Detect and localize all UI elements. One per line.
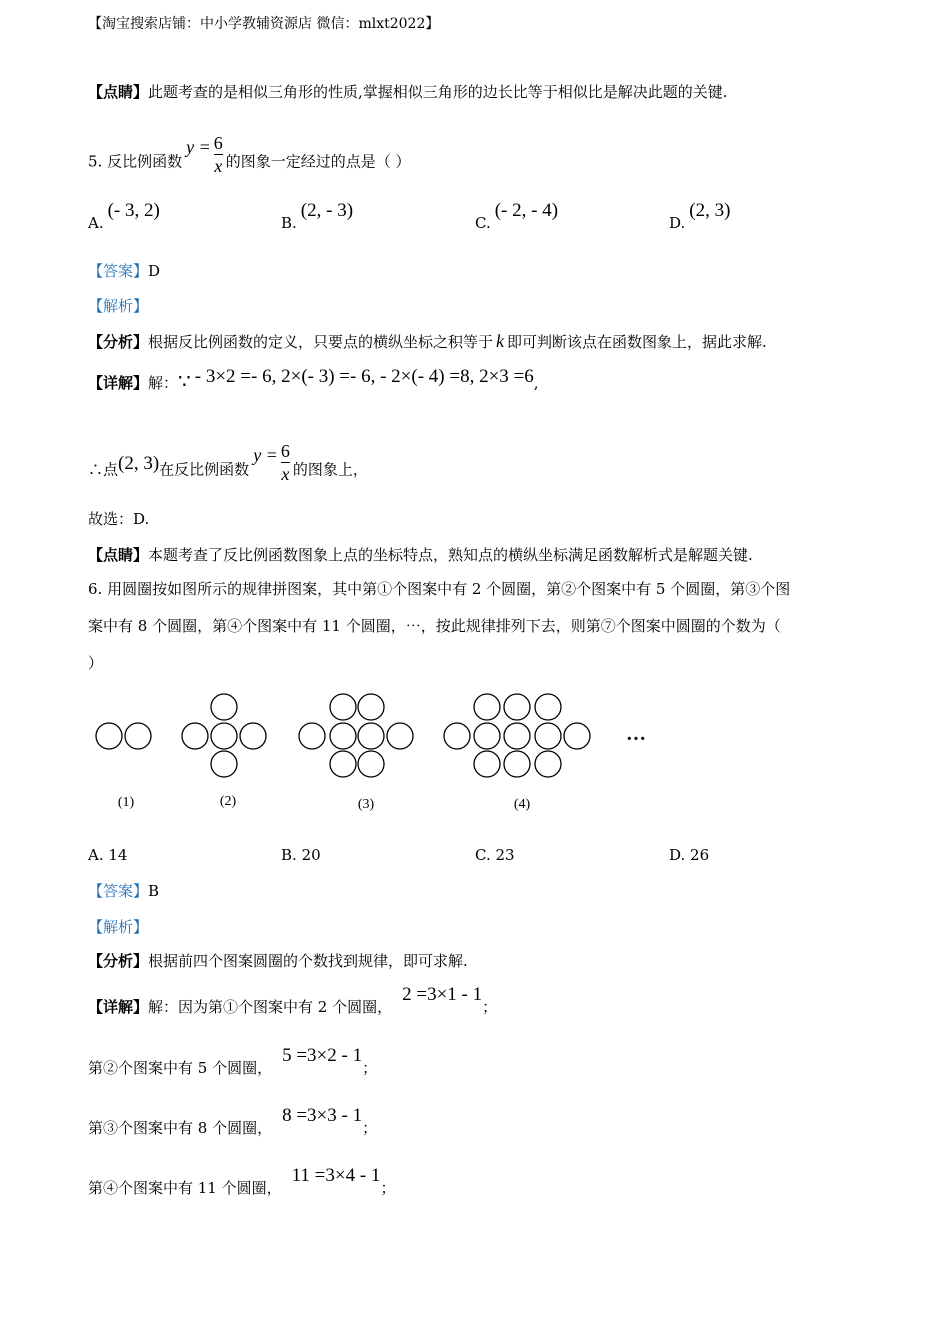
option-value: (2, 3): [689, 200, 731, 221]
q6-option-c: [475, 846, 515, 864]
in-func-text: 在反比例函数: [159, 460, 250, 479]
q5-answer: [88, 261, 160, 281]
q5-therefore: [88, 441, 368, 493]
step-text: 第④个图案中有 11 个圆圈，: [88, 1179, 282, 1197]
fenxi-tag: 【分析】: [88, 952, 149, 970]
step-end: ；: [482, 998, 498, 1016]
q5-fenxi: [88, 331, 767, 352]
option-value: (2, - 3): [300, 200, 354, 221]
step-end: ；: [380, 1179, 396, 1197]
pattern-3: [299, 694, 413, 777]
step-text: 第③个图案中有 8 个圆圈，: [88, 1119, 273, 1137]
step-math: 2 =3×1 - 1: [402, 984, 483, 1005]
answer-tag: 【答案】: [88, 882, 149, 900]
dianjing-text: 本题考查了反比例函数图象上点的坐标特点，熟知点的横纵坐标满足函数解析式是解题关键.: [148, 546, 753, 564]
q5-option-d: [669, 200, 731, 232]
q6-option-a: [88, 846, 127, 864]
figure-ellipsis: ···: [625, 728, 647, 750]
fenxi-text-1: 根据反比例函数的定义，只要点的横纵坐标之积等于: [148, 333, 494, 351]
q6-jiexi-tag: 【解析】: [88, 918, 149, 936]
option-value: 14: [108, 846, 128, 864]
option-label: A.: [88, 214, 104, 232]
figure-label-1: (1): [117, 795, 135, 810]
figure-label-2: (2): [219, 794, 237, 809]
q6-stem-line1: 6. 用圆圈按如图所示的规律拼图案，其中第①个图案中有 2 个圆圈，第②个图案中有 5 个圆圈，第③个图: [88, 580, 791, 598]
figure-label-3: (3): [357, 797, 375, 812]
answer-value: D: [148, 262, 161, 280]
q6-option-b: [281, 846, 321, 864]
therefore-text: ∴点: [88, 460, 119, 479]
frac-den: x: [214, 156, 223, 176]
q6-stem-line3: ）: [88, 654, 104, 672]
xiangjie-prefix: 解：: [148, 374, 179, 392]
q5-stem-suffix: 的图象一定经过的点是（ ）: [225, 152, 411, 171]
q4-dianjing: [88, 82, 728, 102]
frac-den: x: [281, 464, 290, 484]
q6-stem-line2: 案中有 8 个圆圈，第④个图案中有 11 个圆圈，⋯，按此规律排列下去，则第⑦个图案中圆圈的个数为（: [88, 617, 781, 635]
calc-end: ,: [533, 374, 539, 392]
option-label: B.: [281, 214, 297, 232]
func-lhs: y =: [253, 444, 278, 465]
q6-step-3: [88, 1105, 378, 1138]
xiangjie-calc: - 3×2 =- 6, 2×(- 3) =- 6, - 2×(- 4) =8, 2×3 =6: [194, 366, 534, 387]
step-math: 5 =3×2 - 1: [282, 1045, 363, 1066]
dianjing-tag: 【点睛】: [88, 83, 149, 101]
header-watermark: 【淘宝搜索店铺：中小学教辅资源店 微信：mlxt2022】: [88, 16, 440, 32]
q5-xiangjie: [88, 366, 539, 393]
q6-step-4: [88, 1165, 396, 1198]
q5-jiexi-tag: 【解析】: [88, 297, 149, 315]
option-label: C.: [475, 846, 491, 864]
q5-func-lhs: y =: [186, 136, 211, 157]
option-value: 23: [495, 846, 515, 864]
because-symbol: ∵: [178, 371, 191, 393]
step-text: 解：因为第①个图案中有 2 个圆圈，: [148, 998, 393, 1016]
q6-step-1: [88, 984, 498, 1017]
option-label: D.: [669, 214, 686, 232]
dianjing-tag: 【点睛】: [88, 546, 149, 564]
option-label: A.: [88, 846, 104, 864]
pattern-4: [444, 694, 590, 777]
option-label: C.: [475, 214, 491, 232]
therefore-point: (2, 3): [118, 452, 160, 474]
fenxi-text: 根据前四个图案圆圈的个数找到规律，即可求解.: [148, 952, 468, 970]
pattern-1: [96, 723, 151, 749]
q5-option-b: [281, 200, 354, 232]
option-label: B.: [281, 846, 297, 864]
xiangjie-tag: 【详解】: [88, 374, 149, 392]
answer-tag: 【答案】: [88, 262, 149, 280]
q5-guxuan: 故选：D.: [88, 510, 150, 528]
q5-option-c: [475, 200, 559, 232]
dianjing-text: 此题考查的是相似三角形的性质,掌握相似三角形的边长比等于相似比是解决此题的关键.: [148, 83, 728, 101]
step-text: 第②个图案中有 5 个圆圈，: [88, 1059, 273, 1077]
q5-dianjing: [88, 545, 753, 565]
answer-value: B: [148, 882, 160, 900]
fenxi-tag: 【分析】: [88, 333, 149, 351]
q5-stem-prefix: 5. 反比例函数: [88, 152, 183, 171]
circle-pattern-figure: [85, 685, 665, 820]
step-math: 8 =3×3 - 1: [282, 1105, 363, 1126]
option-value: (- 2, - 4): [494, 200, 559, 221]
fenxi-text-2: 即可判断该点在函数图象上，据此求解.: [507, 333, 767, 351]
q6-answer: [88, 881, 159, 901]
fenxi-k: k: [496, 331, 505, 351]
step-end: ；: [362, 1059, 378, 1077]
frac-num: 6: [280, 441, 290, 461]
q5-func-fraction: [214, 132, 223, 177]
pattern-2: [182, 694, 266, 777]
frac-num: 6: [213, 133, 223, 153]
q5-option-a: [88, 200, 160, 232]
q6-option-d: [669, 846, 709, 864]
figure-label-4: (4): [513, 797, 531, 812]
option-value: (- 3, 2): [107, 200, 160, 221]
q6-step-2: [88, 1045, 378, 1078]
xiangjie-tag: 【详解】: [88, 998, 149, 1016]
step-end: ；: [362, 1119, 378, 1137]
option-value: 26: [690, 846, 710, 864]
option-value: 20: [301, 846, 321, 864]
on-graph-text: 的图象上，: [292, 460, 368, 479]
option-label: D.: [669, 846, 686, 864]
q5-stem: [88, 133, 411, 185]
q6-fenxi: [88, 951, 468, 971]
func-fraction: [281, 440, 290, 485]
step-math: 11 =3×4 - 1: [291, 1165, 381, 1186]
